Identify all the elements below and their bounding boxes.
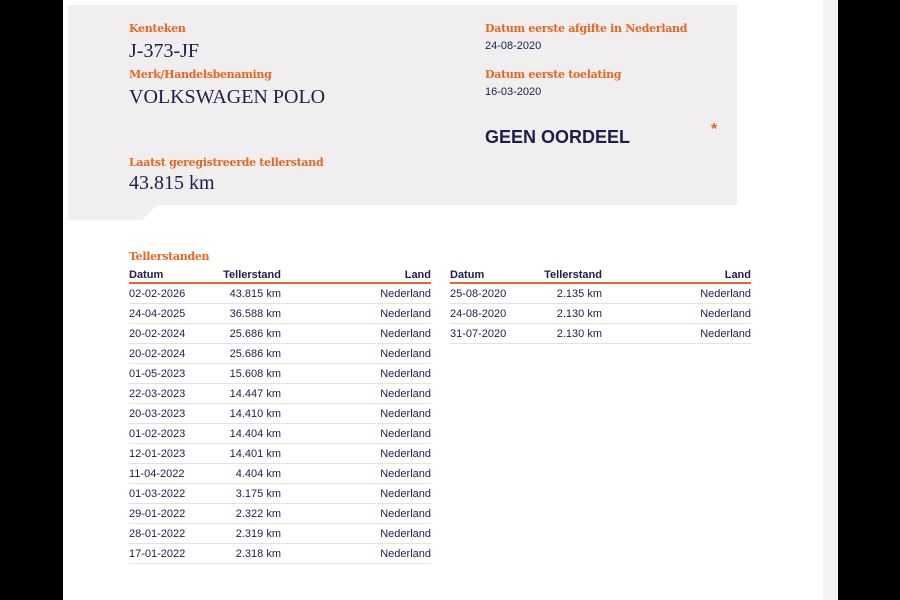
cell-land: Nederland (281, 364, 431, 384)
cell-datum: 31-07-2020 (450, 324, 542, 344)
cell-tellerstand: 2.130 km (542, 304, 602, 324)
cell-land: Nederland (281, 504, 431, 524)
table-row (129, 464, 431, 484)
cell-tellerstand: 2.322 km (221, 504, 281, 524)
table-row (450, 324, 751, 344)
cell-tellerstand: 14.410 km (221, 404, 281, 424)
merk-value: VOLKSWAGEN POLO (129, 86, 326, 108)
cell-tellerstand: 2.318 km (221, 544, 281, 564)
table-row (129, 344, 431, 364)
cell-datum: 12-01-2023 (129, 444, 221, 464)
cell-datum: 01-05-2023 (129, 364, 221, 384)
cell-tellerstand: 15.608 km (221, 364, 281, 384)
kenteken-value: J-373-JF (129, 40, 200, 62)
header-datum: Datum (450, 268, 542, 283)
cell-land: Nederland (281, 404, 431, 424)
table-row (129, 384, 431, 404)
cell-land: Nederland (602, 324, 751, 344)
header-tellerstand: Tellerstand (542, 268, 602, 283)
cell-land: Nederland (602, 304, 751, 324)
cell-land: Nederland (281, 384, 431, 404)
table-row (450, 304, 751, 324)
cell-tellerstand: 4.404 km (221, 464, 281, 484)
tellerstanden-table-right (450, 268, 751, 344)
cell-datum: 20-03-2023 (129, 404, 221, 424)
cell-land: Nederland (281, 444, 431, 464)
cell-datum: 02-02-2026 (129, 283, 221, 304)
table-row (129, 444, 431, 464)
cell-land: Nederland (281, 484, 431, 504)
table-row (129, 484, 431, 504)
cell-tellerstand: 2.319 km (221, 524, 281, 544)
cell-datum: 20-02-2024 (129, 344, 221, 364)
cell-datum: 01-03-2022 (129, 484, 221, 504)
cell-land: Nederland (281, 324, 431, 344)
table-row (129, 364, 431, 384)
cell-tellerstand: 14.401 km (221, 444, 281, 464)
toelating-value: 16-03-2020 (485, 86, 542, 98)
table-row (129, 404, 431, 424)
teller-label: Laatst geregistreerde tellerstand (129, 156, 324, 169)
cell-tellerstand: 2.135 km (542, 283, 602, 304)
table-row (129, 504, 431, 524)
cell-land: Nederland (281, 304, 431, 324)
cell-land: Nederland (281, 524, 431, 544)
afgifte-value: 24-08-2020 (485, 40, 542, 52)
cell-tellerstand: 3.175 km (221, 484, 281, 504)
cell-datum: 29-01-2022 (129, 504, 221, 524)
header-datum: Datum (129, 268, 221, 283)
cell-tellerstand: 43.815 km (221, 283, 281, 304)
oordeel-value: GEEN OORDEEL (485, 127, 631, 147)
cell-tellerstand: 14.404 km (221, 424, 281, 444)
cell-datum: 01-02-2023 (129, 424, 221, 444)
afgifte-label: Datum eerste afgifte in Nederland (485, 22, 688, 35)
cell-land: Nederland (281, 344, 431, 364)
tellerstanden-title: Tellerstanden (129, 250, 210, 263)
cell-land: Nederland (281, 283, 431, 304)
cell-tellerstand: 2.130 km (542, 324, 602, 344)
scrollbar[interactable] (823, 0, 838, 600)
cell-tellerstand: 14.447 km (221, 384, 281, 404)
table-row (129, 524, 431, 544)
cell-datum: 20-02-2024 (129, 324, 221, 344)
tellerstanden-table-left (129, 268, 431, 564)
cell-tellerstand: 25.686 km (221, 344, 281, 364)
table-row (129, 544, 431, 564)
cell-datum: 25-08-2020 (450, 283, 542, 304)
header-tellerstand: Tellerstand (221, 268, 281, 283)
table-row (450, 283, 751, 304)
cell-land: Nederland (281, 464, 431, 484)
cell-land: Nederland (602, 283, 751, 304)
cell-datum: 11-04-2022 (129, 464, 221, 484)
cell-land: Nederland (281, 544, 431, 564)
asterisk-note: * (711, 121, 718, 138)
cell-datum: 17-01-2022 (129, 544, 221, 564)
table-row (129, 424, 431, 444)
kenteken-label: Kenteken (129, 22, 186, 35)
cell-tellerstand: 36.588 km (221, 304, 281, 324)
toelating-label: Datum eerste toelating (485, 68, 622, 81)
cell-datum: 24-04-2025 (129, 304, 221, 324)
teller-value: 43.815 km (129, 172, 215, 194)
header-land: Land (602, 268, 751, 283)
header-land: Land (281, 268, 431, 283)
merk-label: Merk/Handelsbenaming (129, 68, 272, 81)
cell-tellerstand: 25.686 km (221, 324, 281, 344)
cell-datum: 24-08-2020 (450, 304, 542, 324)
cell-land: Nederland (281, 424, 431, 444)
table-row (129, 304, 431, 324)
cell-datum: 22-03-2023 (129, 384, 221, 404)
table-row (129, 283, 431, 304)
table-row (129, 324, 431, 344)
cell-datum: 28-01-2022 (129, 524, 221, 544)
